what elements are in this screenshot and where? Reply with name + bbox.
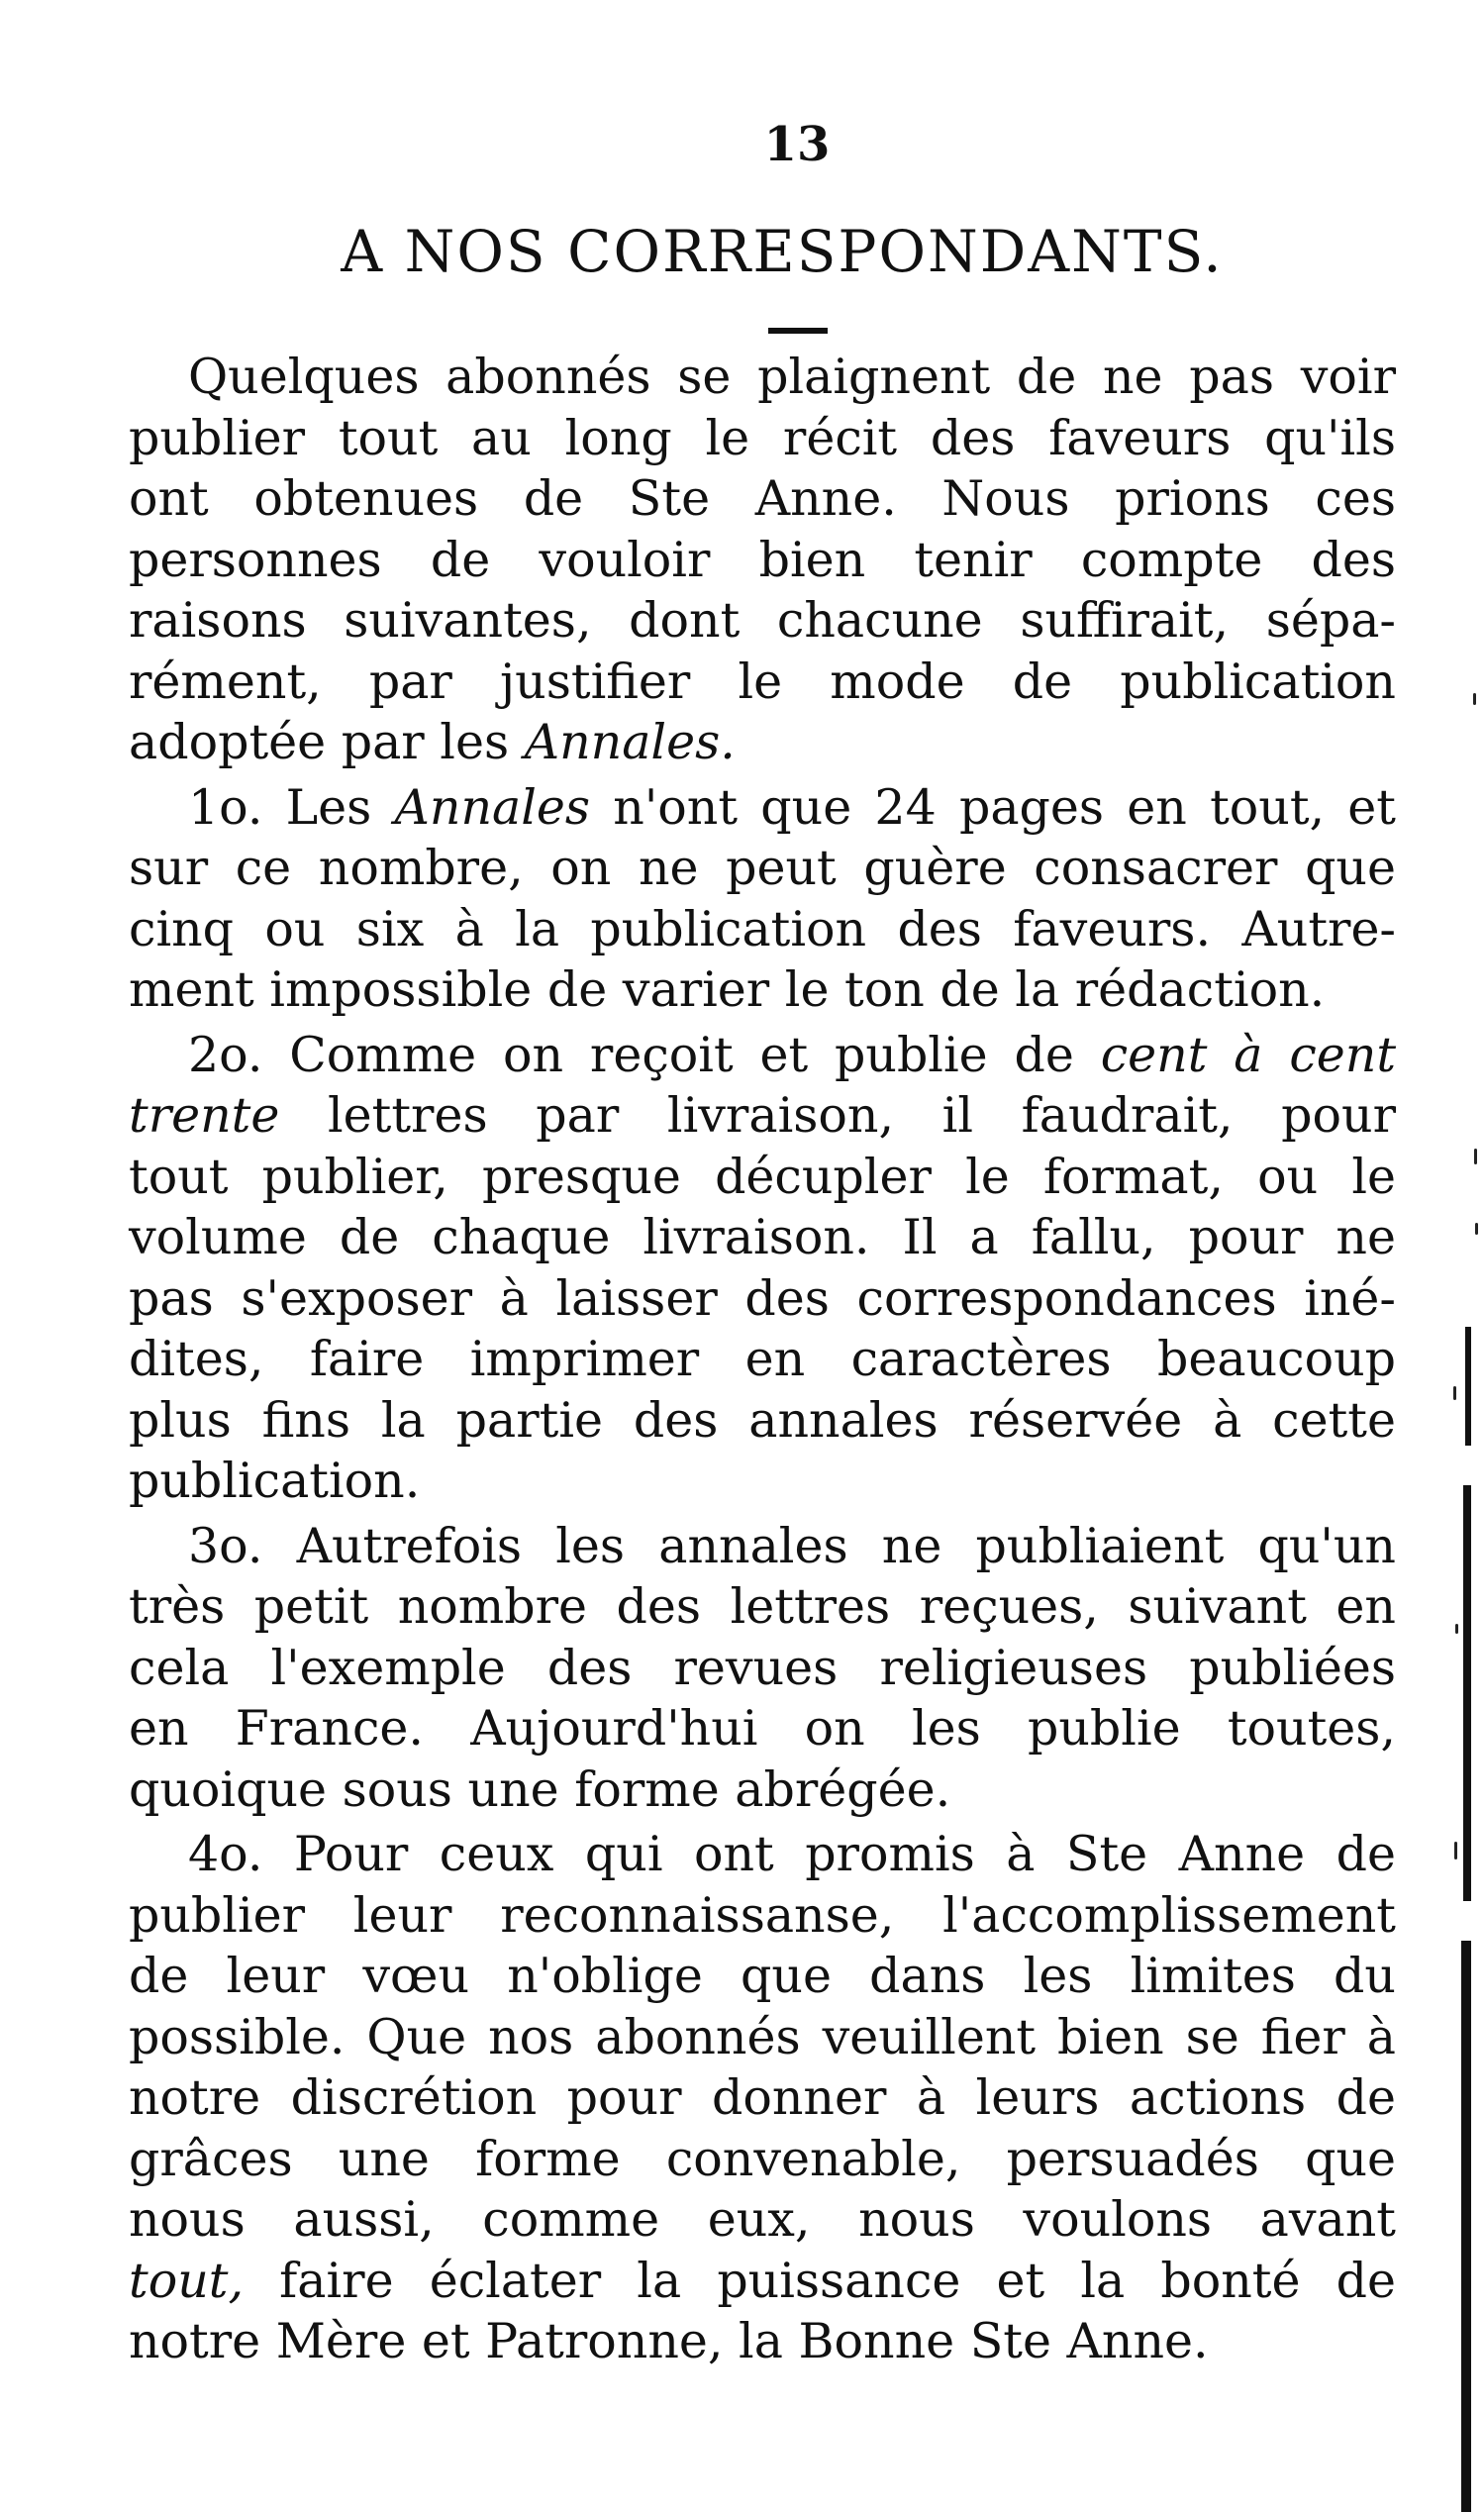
paragraph-intro [129, 347, 1396, 773]
italic-text-run: Annales [394, 778, 591, 836]
text-line [129, 1085, 1396, 1147]
text-line: nous aussi, comme eux, nous voulons avant [129, 2191, 1396, 2248]
scan-speck [1475, 1223, 1478, 1235]
text-run: adoptée par les [129, 714, 525, 770]
italic-text-run: trente [129, 1087, 280, 1144]
text-line: grâces une forme convenable, persuadés que [129, 2130, 1396, 2187]
article-body [129, 347, 1396, 2372]
text-run: faire éclater la puissance et la bonté de [244, 2252, 1396, 2309]
text-line [129, 2251, 1396, 2312]
scan-speck [1473, 693, 1476, 705]
text-line: en France. Aujourd'hui on les publie toutes, [129, 1700, 1396, 1757]
italic-text-run: cent à cent [1100, 1026, 1397, 1083]
text-run: lettres par livraison, il faudrait, pour [279, 1087, 1396, 1144]
text-line: 3o. Autrefois les annales ne publiaient qu'un [188, 1517, 1396, 1574]
text-line: ont obtenues de Ste Anne. Nous prions ces [129, 470, 1396, 527]
page-number: 13 [763, 117, 831, 172]
text-line: plus fins la partie des annales réservée à cette [129, 1391, 1396, 1449]
paragraph-point-2 [129, 1025, 1396, 1512]
text-line [129, 1025, 1396, 1086]
page-title: A NOS CORRESPONDANTS. [341, 218, 1224, 285]
paragraph-point-1 [129, 777, 1396, 1021]
text-line: personnes de vouloir bien tenir compte des [129, 531, 1396, 588]
text-line: publier tout au long le récit des faveurs qu'ils [129, 409, 1396, 466]
scan-edge-shadow [1453, 1327, 1475, 2512]
text-line: tout publier, presque décupler le format, ou le [129, 1148, 1396, 1205]
text-line: rément, par justifier le mode de publication [129, 653, 1396, 710]
paragraph-point-4 [129, 1824, 1396, 2372]
text-line: dites, faire imprimer en caractères beaucoup [129, 1331, 1396, 1387]
italic-text-run: Annales. [524, 714, 736, 770]
text-line: ment impossible de varier le ton de la rédaction. [129, 961, 1326, 1018]
paragraph-point-3 [129, 1516, 1396, 1821]
text-line: publier leur reconnaissanse, l'accomplissement [129, 1886, 1396, 1944]
text-line: Quelques abonnés se plaignent de ne pas voir [188, 349, 1396, 405]
text-run: 2o. Comme on reçoit et publie de [188, 1026, 1101, 1083]
text-line: cinq ou six à la publication des faveurs. Autre- [129, 900, 1396, 957]
text-run: n'ont que 24 pages en tout, et [590, 778, 1396, 836]
text-line: 4o. Pour ceux qui ont promis à Ste Anne de [188, 1826, 1396, 1882]
text-line: très petit nombre des lettres reçues, suivant en [129, 1578, 1396, 1635]
text-line [129, 712, 1396, 773]
text-line: sur ce nombre, on ne peut guère consacrer que [129, 840, 1396, 896]
italic-text-run: tout, [129, 2252, 245, 2309]
text-line: possible. Que nos abonnés veuillent bien se fier à [129, 2008, 1396, 2065]
title-rule-divider [768, 328, 828, 334]
text-line: pas s'exposer à laisser des correspondances iné- [129, 1269, 1396, 1327]
text-line: raisons suivantes, dont chacune suffirait, sépa- [129, 592, 1396, 649]
text-line: de leur vœu n'oblige que dans les limites du [129, 1948, 1396, 2004]
text-line: quoique sous une forme abrégée. [129, 1760, 951, 1818]
scan-speck [1474, 1149, 1477, 1164]
text-line: notre Mère et Patronne, la Bonne Ste Anne. [129, 2313, 1209, 2369]
text-line [129, 777, 1396, 839]
text-line: cela l'exemple des revues religieuses publiées [129, 1639, 1396, 1696]
text-run: 1o. Les [188, 778, 395, 836]
text-line: publication. [129, 1453, 421, 1509]
text-line: notre discrétion pour donner à leurs actions de [129, 2069, 1396, 2126]
text-line: volume de chaque livraison. Il a fallu, pour ne [129, 1209, 1396, 1265]
